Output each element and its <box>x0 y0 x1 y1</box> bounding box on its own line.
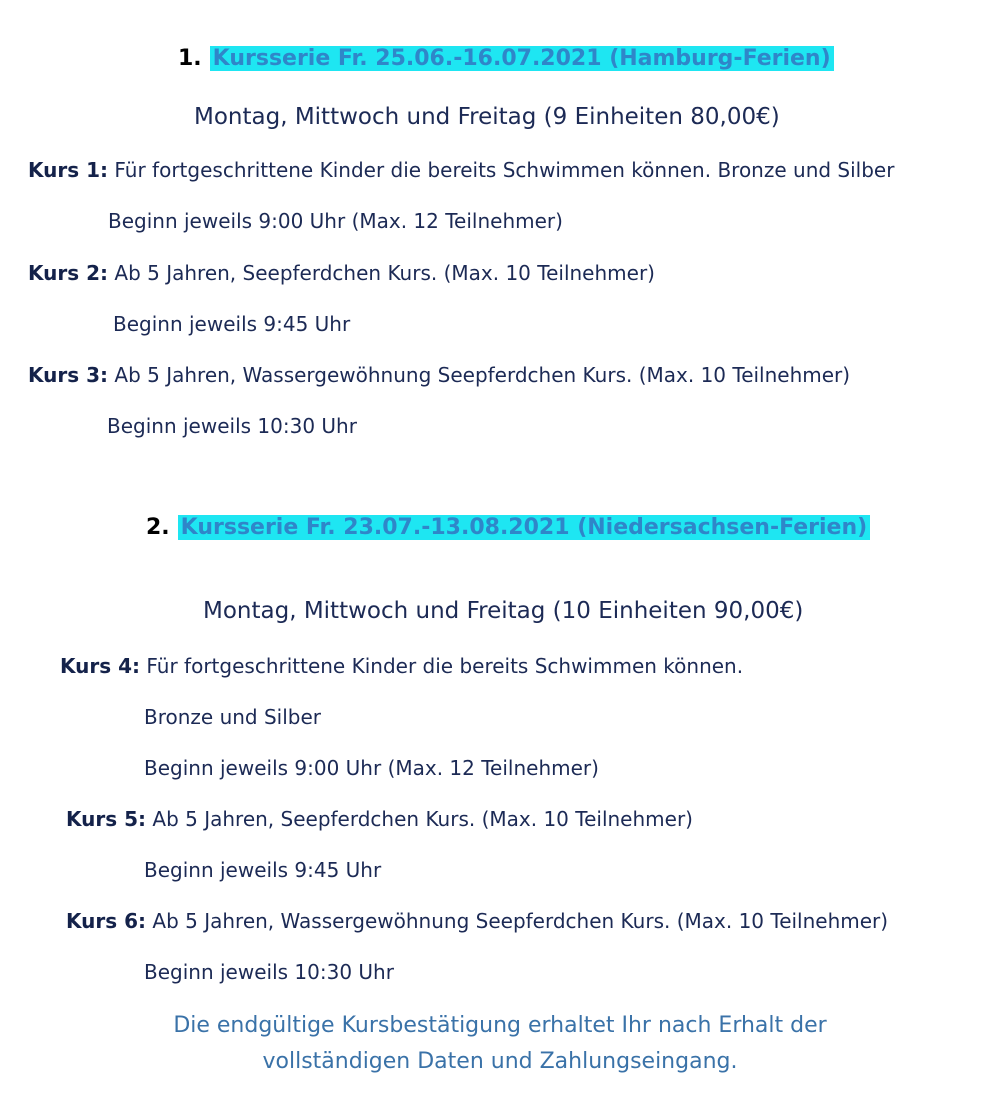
course-4-extra: Bronze und Silber <box>144 705 322 729</box>
course-6-text: Ab 5 Jahren, Wassergewöhnung Seepferdchen Kurs. (Max. 10 Teilnehmer) <box>152 909 889 933</box>
course-2 <box>28 260 655 286</box>
series2-title: Kursserie Fr. 23.07.-13.08.2021 (Niedersachsen-Ferien) <box>178 515 871 540</box>
course-5-label: Kurs 5: <box>66 807 147 831</box>
series2-schedule: Montag, Mittwoch und Freitag (10 Einheiten 90,00€) <box>203 598 804 624</box>
course-1 <box>28 157 894 183</box>
course-1-label: Kurs 1: <box>28 158 109 182</box>
course-6-label: Kurs 6: <box>66 909 147 933</box>
series1-schedule: Montag, Mittwoch und Freitag (9 Einheiten 80,00€) <box>194 104 780 130</box>
confirmation-note-line1: Die endgültige Kursbestätigung erhaltet Ihr nach Erhalt der <box>173 1013 827 1038</box>
course-2-start: Beginn jeweils 9:45 Uhr <box>113 312 351 336</box>
confirmation-note-line2: vollständigen Daten und Zahlungseingang. <box>262 1049 738 1074</box>
course-3-text: Ab 5 Jahren, Wassergewöhnung Seepferdchen Kurs. (Max. 10 Teilnehmer) <box>114 363 851 387</box>
course-1-start: Beginn jeweils 9:00 Uhr (Max. 12 Teilnehmer) <box>108 209 563 233</box>
course-5-text: Ab 5 Jahren, Seepferdchen Kurs. (Max. 10 Teilnehmer) <box>152 807 693 831</box>
series1-number: 1. <box>178 46 202 71</box>
course-2-text: Ab 5 Jahren, Seepferdchen Kurs. (Max. 10 Teilnehmer) <box>114 261 655 285</box>
course-4 <box>60 653 743 679</box>
course-1-text: Für fortgeschrittene Kinder die bereits Schwimmen können. Bronze und Silber <box>114 158 895 182</box>
course-4-start: Beginn jeweils 9:00 Uhr (Max. 12 Teilnehmer) <box>144 756 599 780</box>
course-3-start: Beginn jeweils 10:30 Uhr <box>107 414 357 438</box>
confirmation-note <box>0 1008 1000 1080</box>
course-2-label: Kurs 2: <box>28 261 109 285</box>
series1-title: Kursserie Fr. 25.06.-16.07.2021 (Hamburg-Ferien) <box>210 46 834 71</box>
course-5 <box>66 806 693 832</box>
course-4-text: Für fortgeschrittene Kinder die bereits Schwimmen können. <box>146 654 744 678</box>
course-5-start: Beginn jeweils 9:45 Uhr <box>144 858 382 882</box>
series2-heading <box>146 513 870 543</box>
course-6-start: Beginn jeweils 10:30 Uhr <box>144 960 394 984</box>
series2-number: 2. <box>146 515 170 540</box>
series1-heading <box>178 44 834 74</box>
course-6 <box>66 908 888 934</box>
course-4-label: Kurs 4: <box>60 654 141 678</box>
course-3-label: Kurs 3: <box>28 363 109 387</box>
course-3 <box>28 362 850 388</box>
